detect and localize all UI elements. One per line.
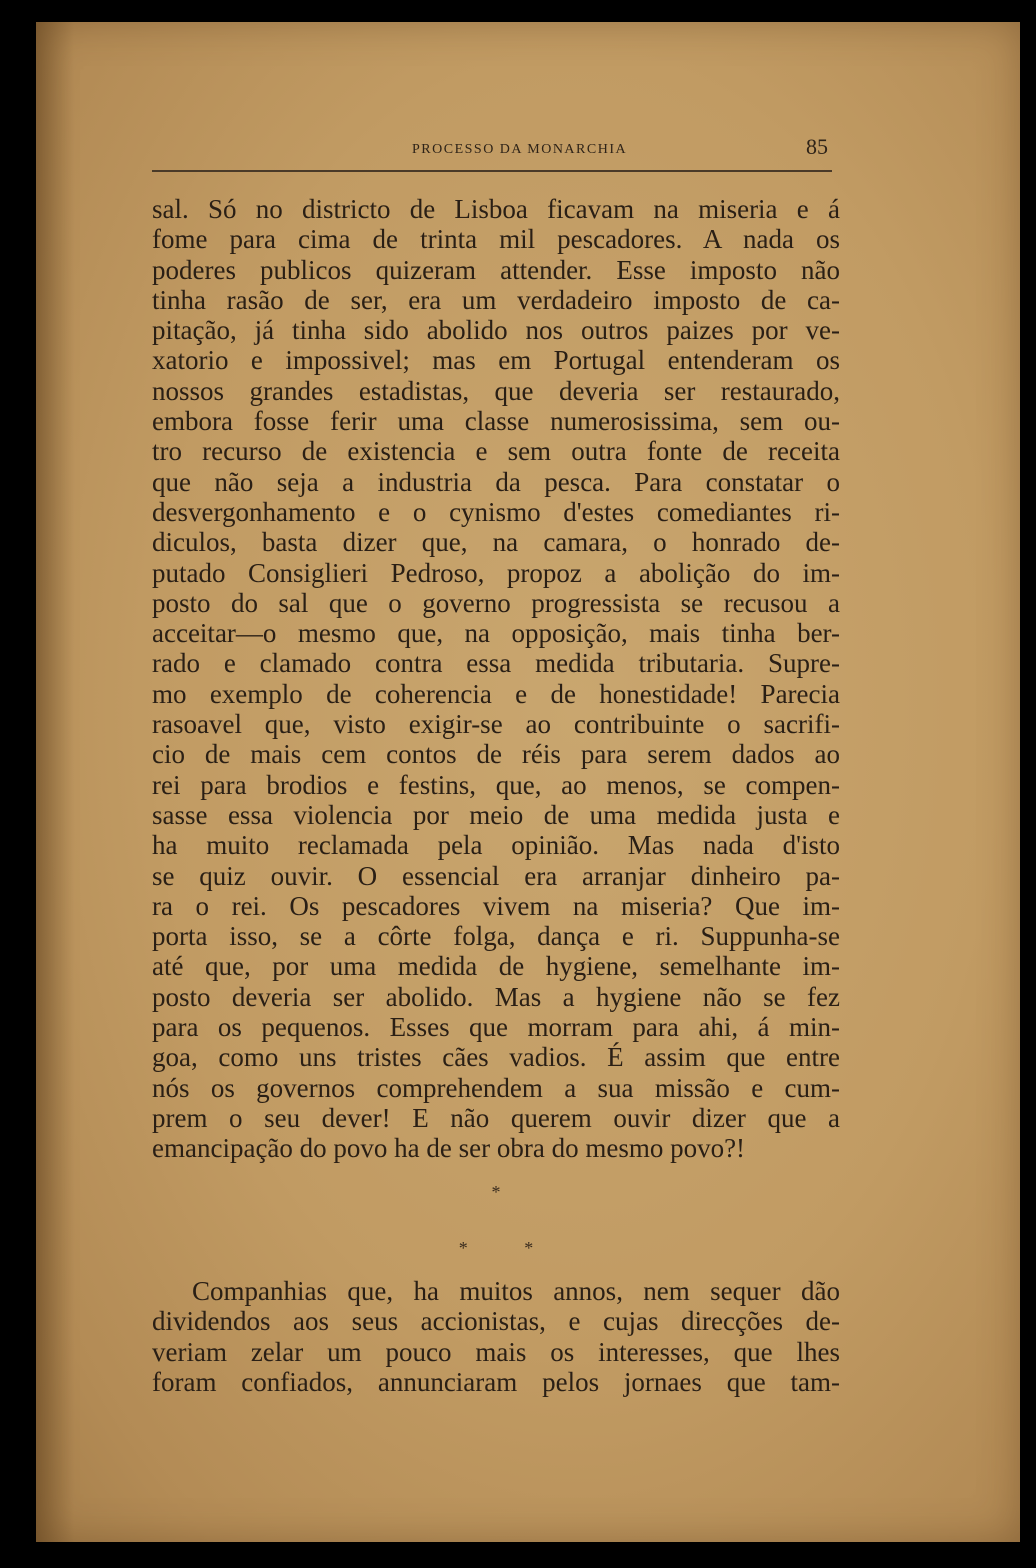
main-paragraph (152, 194, 840, 1164)
text-line: rei para brodios e festins, que, ao menos, se compen- (152, 769, 840, 800)
text-line: rado e clamado contra essa medida tributaria. Supre- (152, 648, 840, 679)
page-number: 85 (806, 134, 828, 159)
text-line: se quiz ouvir. O essencial era arranjar dinheiro pa- (152, 860, 840, 891)
text-line: tro recurso de existencia e sem outra fonte de receita (152, 436, 840, 467)
text-line: sal. Só no districto de Lisboa ficavam na miseria e á (152, 194, 840, 224)
text-line: fome para cima de trinta mil pescadores. A nada os (152, 224, 840, 255)
section-separator-bottom: * * (458, 1238, 534, 1258)
text-line: Companhias que, ha muitos annos, nem sequer dão (192, 1276, 840, 1306)
text-line: embora fosse ferir uma classe numerosissima, sem ou- (152, 406, 840, 437)
text-line: emancipação do povo ha de ser obra do mesmo povo?! (152, 1133, 746, 1164)
running-head: PROCESSO DA MONARCHIA (412, 142, 628, 157)
text-line: poderes publicos quizeram attender. Esse imposto não (152, 254, 840, 285)
text-line: diculos, basta dizer que, na camara, o honrado de- (152, 527, 840, 558)
text-line: porta isso, se a côrte folga, dança e ri. Suppunha-se (152, 921, 840, 952)
text-line: até que, por uma medida de hygiene, semelhante im- (152, 951, 840, 982)
text-line: acceitar—o mesmo que, na opposição, mais tinha ber- (152, 618, 840, 649)
text-line: que não seja a industria da pesca. Para constatar o (152, 466, 840, 497)
text-line: mo exemplo de coherencia e de honestidade! Parecia (152, 678, 840, 709)
text-line: ha muito reclamada pela opinião. Mas nada d'isto (152, 830, 840, 861)
text-line: prem o seu dever! E não querem ouvir dizer que a (152, 1102, 840, 1133)
next-paragraph (152, 1276, 840, 1397)
text-line: goa, como uns tristes cães vadios. É assim que entre (152, 1042, 840, 1073)
text-line: tinha rasão de ser, era um verdadeiro imposto de ca- (152, 284, 840, 315)
text-line: putado Consiglieri Pedroso, propoz a abolição do im- (152, 557, 840, 588)
text-line: nós os governos comprehendem a sua missão e cum- (152, 1072, 840, 1103)
text-line: para os pequenos. Esses que morram para ahi, á min- (152, 1012, 840, 1043)
text-line: posto deveria ser abolido. Mas a hygiene não se fez (152, 981, 840, 1012)
text-line: foram confiados, annunciaram pelos jornaes que tam- (152, 1366, 840, 1397)
section-separator-top: * (491, 1182, 501, 1202)
text-line: sasse essa violencia por meio de uma medida justa e (152, 799, 840, 830)
text-line: nossos grandes estadistas, que deveria ser restaurado, (152, 375, 840, 406)
page-header (152, 134, 832, 172)
text-line: desvergonhamento e o cynismo d'estes comediantes ri- (152, 496, 840, 527)
text-line: ra o rei. Os pescadores vivem na miseria? Que im- (152, 890, 840, 921)
text-line: posto do sal que o governo progressista se recusou a (152, 587, 840, 618)
text-line: dividendos aos seus accionistas, e cujas direcções de- (152, 1306, 840, 1337)
text-line: veriam zelar um pouco mais os interesses, que lhes (152, 1336, 840, 1367)
text-line: cio de mais cem contos de réis para serem dados ao (152, 739, 840, 770)
text-line: xatorio e impossivel; mas em Portugal entenderam os (152, 345, 840, 376)
text-line: pitação, já tinha sido abolido nos outros paizes por ve- (152, 315, 840, 346)
text-line: rasoavel que, visto exigir-se ao contribuinte o sacrifi- (152, 709, 840, 740)
